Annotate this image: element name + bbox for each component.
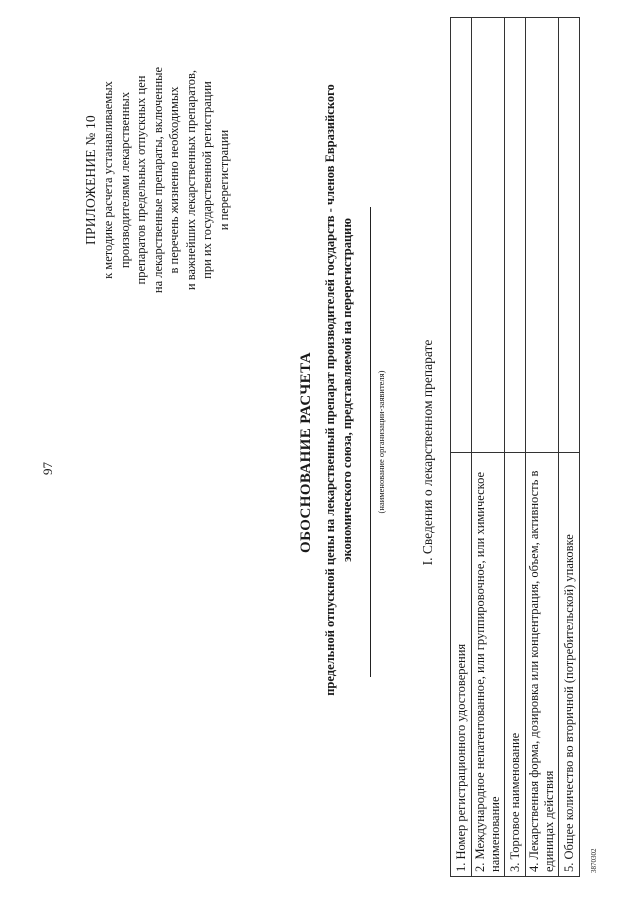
appendix-line: препаратов предельных отпускных цен: [134, 75, 148, 285]
row-label: 4. Лекарственная форма, дозировка или концентрация, объем, активность в единицах действия: [526, 453, 559, 877]
row-value: [559, 18, 580, 453]
row-value: [451, 18, 472, 453]
subtitle-line: предельной отпускной цены на лекарственный препарат производителей государств - членов Евразийского: [323, 84, 337, 696]
appendix-line: и важнейших лекарственных препаратов,: [183, 69, 198, 291]
drug-info-table: [450, 17, 580, 877]
appendix-line: производителями лекарственных: [117, 91, 132, 269]
appendix-line: на лекарственные препараты, включенные: [150, 66, 165, 294]
document-code: 3870302: [590, 848, 598, 873]
table-row: [472, 18, 505, 877]
row-label: 5. Общее количество во вторичной (потребительской) упаковке: [559, 453, 580, 877]
appendix-line: при их государственной регистрации: [200, 81, 214, 279]
section-title: I. Сведения о лекарственном препарате: [420, 339, 435, 566]
organization-caption: (наименование организации-заявителя): [376, 370, 386, 514]
row-value: [526, 18, 559, 453]
page-number: 97: [40, 462, 55, 475]
appendix-title: ПРИЛОЖЕНИЕ № 10: [83, 115, 98, 245]
row-label: 3. Торговое наименование: [505, 453, 526, 877]
organization-name-line: [370, 207, 371, 677]
appendix-line: к методике расчета устанавливаемых: [101, 81, 115, 279]
appendix-line: и перерегистрации: [216, 129, 231, 231]
row-value: [472, 18, 505, 453]
table-row: [559, 18, 580, 877]
document-subtitle: [322, 45, 356, 735]
row-label: 2. Международное непатентованное, или группировочное, или химическое наименование: [472, 453, 505, 877]
subtitle-line: экономического союза, представляемой на перерегистрацию: [340, 218, 354, 562]
table-row: [451, 18, 472, 877]
row-value: [505, 18, 526, 453]
row-label: 1. Номер регистрационного удостоверения: [451, 453, 472, 877]
document-title: ОБОСНОВАНИЕ РАСЧЕТА: [298, 352, 314, 553]
table-row: [505, 18, 526, 877]
appendix-header: [82, 15, 232, 345]
table-row: [526, 18, 559, 877]
appendix-line: в перечень жизненно необходимых: [167, 86, 181, 274]
